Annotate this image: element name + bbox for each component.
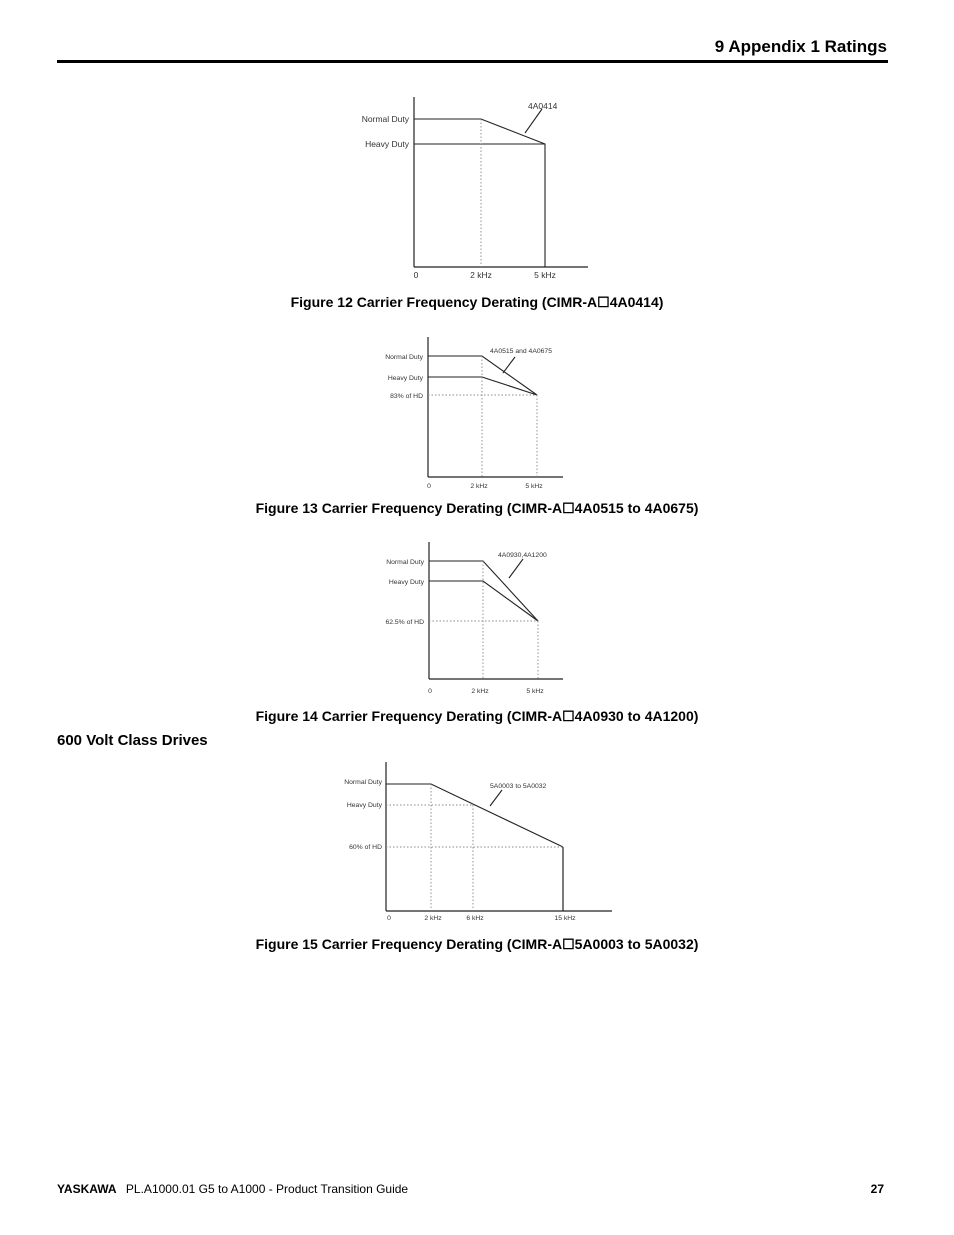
page-number: 27 <box>870 1182 884 1196</box>
y-label-heavy: Heavy Duty <box>365 139 409 149</box>
figure-13-caption: Figure 13 Carrier Frequency Derating (CIMR-A☐4A0515 to 4A0675) <box>255 500 699 516</box>
model-label: 4A0515 and 4A0675 <box>490 348 552 355</box>
model-pointer <box>525 109 542 133</box>
model-pointer <box>490 790 502 806</box>
heavy-duty-line <box>428 377 537 395</box>
y-label-normal: Normal Duty <box>344 779 382 786</box>
figure-12-caption: Figure 12 Carrier Frequency Derating (CIMR-A☐4A0414) <box>290 294 664 310</box>
header-title: 9 Appendix 1 Ratings <box>714 37 887 56</box>
x-tick-0: 0 <box>387 915 391 922</box>
heavy-duty-line <box>429 581 538 621</box>
box-symbol: ☐ <box>562 708 575 724</box>
y-label-normal: Normal Duty <box>385 354 423 361</box>
section-heading: 600 Volt Class Drives <box>57 732 208 749</box>
y-label-heavy: Heavy Duty <box>346 802 382 809</box>
footer-doc-title: PL.A1000.01 G5 to A1000 - Product Transition Guide <box>125 1182 409 1196</box>
x-tick-2: 5 kHz <box>534 270 556 280</box>
normal-duty-line <box>386 784 563 847</box>
figure-13-chart <box>375 335 585 495</box>
x-tick-0: 0 <box>428 688 432 695</box>
normal-duty-line <box>414 119 545 144</box>
model-label: 5A0003 to 5A0032 <box>490 783 547 790</box>
box-symbol: ☐ <box>562 936 575 952</box>
figure-14-chart <box>375 540 585 700</box>
y-label-min: 60% of HD <box>349 844 382 851</box>
y-label-heavy: Heavy Duty <box>387 375 423 382</box>
model-label: 4A0930,4A1200 <box>498 552 547 559</box>
box-symbol: ☐ <box>597 294 610 310</box>
x-tick-0: 0 <box>427 483 431 490</box>
x-tick-0: 0 <box>413 270 419 280</box>
footer <box>57 1182 408 1196</box>
x-tick-3: 15 kHz <box>554 915 576 922</box>
box-symbol: ☐ <box>562 500 575 516</box>
model-pointer <box>509 559 523 578</box>
y-label-min: 83% of HD <box>390 393 423 400</box>
x-tick-1: 2 kHz <box>470 483 488 490</box>
x-tick-2: 5 kHz <box>526 688 544 695</box>
y-label-normal: Normal Duty <box>361 114 409 124</box>
figure-12-chart <box>355 95 595 285</box>
x-tick-2: 6 kHz <box>466 915 484 922</box>
y-label-min: 62.5% of HD <box>385 619 424 626</box>
figure-14-caption: Figure 14 Carrier Frequency Derating (CIMR-A☐4A0930 to 4A1200) <box>255 708 699 724</box>
y-label-normal: Normal Duty <box>386 559 424 566</box>
heavy-duty-line <box>414 144 545 267</box>
x-tick-1: 2 kHz <box>471 688 489 695</box>
y-label-heavy: Heavy Duty <box>388 579 424 586</box>
x-tick-1: 2 kHz <box>424 915 442 922</box>
footer-brand: YASKAWA <box>57 1182 117 1196</box>
x-tick-2: 5 kHz <box>525 483 543 490</box>
model-pointer <box>503 357 515 373</box>
header-rule <box>57 60 888 63</box>
figure-15-chart <box>330 760 620 930</box>
x-tick-1: 2 kHz <box>470 270 492 280</box>
model-label: 4A0414 <box>528 101 558 111</box>
figure-15-caption: Figure 15 Carrier Frequency Derating (CIMR-A☐5A0003 to 5A0032) <box>255 936 699 952</box>
normal-duty-line <box>429 561 538 621</box>
